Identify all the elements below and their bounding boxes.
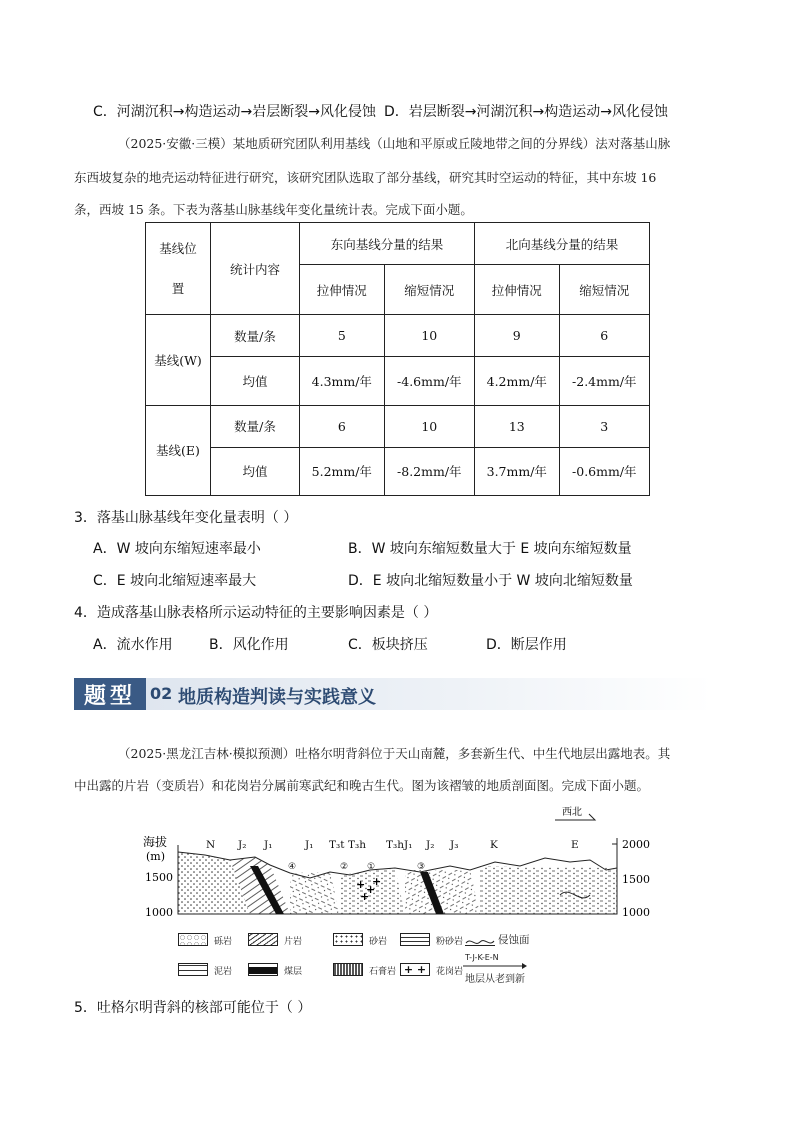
zone-label: ② [340, 862, 349, 872]
legend-label: 砂岩 [369, 937, 388, 947]
y-unit: (m) [146, 850, 166, 863]
legend-swatch-coal [248, 963, 278, 976]
context-line: 东西坡复杂的地壳运动特征进行研究，该研究团队选取了部分基线，研究其时空运动的特征，其中东坡 16 [74, 170, 657, 185]
strata-label: T₃h [386, 839, 404, 851]
question-5: 5．吐格尔明背斜的核部可能位于（ ） [74, 1000, 312, 1016]
legend-swatch-sandstone [333, 933, 363, 946]
strata-label: N [206, 839, 216, 851]
legend-label: 花岗岩 [436, 967, 464, 977]
legend-swatch-gypsum [333, 963, 363, 976]
table-cell: -4.6mm/年 [384, 357, 474, 405]
table-cell: 3.7mm/年 [474, 447, 559, 495]
legend-label: 粉砂岩 [436, 937, 464, 947]
row-item: 均值 [211, 447, 300, 495]
sequence-note: 地层从老到新 [465, 974, 525, 985]
svg-text:+: + [366, 883, 376, 896]
option-d: D．岩层断裂→河湖沉积→构造运动→风化侵蚀 [384, 104, 668, 120]
strata-label: E [571, 839, 579, 851]
option-c: C．E 坡向北缩短速率最大 [93, 573, 257, 589]
legend-swatch-mudstone [178, 963, 208, 976]
zone-label: ① [367, 862, 376, 872]
legend-label: 侵蚀面 [498, 934, 530, 946]
header-north: 北向基线分量的结果 [474, 223, 649, 265]
sequence-label: T-J-K-E-N [465, 953, 499, 962]
strata-k-e [480, 866, 617, 914]
table-cell: 10 [384, 315, 474, 357]
legend-swatch-erosion [465, 933, 495, 946]
arrow-right-icon [462, 962, 528, 970]
context-line: （2025·黑龙江吉林·模拟预测）吐格尔明背斜位于天山南麓，多套新生代、中生代地层出露地表。其 [118, 746, 671, 761]
tick-label: 1000 [145, 906, 173, 919]
header-content: 统计内容 [211, 223, 300, 315]
tick-label: 2000 [622, 838, 650, 851]
strata-label: K [490, 839, 498, 851]
section-number: 02 [150, 684, 173, 703]
legend-swatch-gravel [178, 933, 208, 946]
option-d: D．E 坡向北缩短数量小于 W 坡向北缩短数量 [348, 573, 633, 589]
table-cell: 3 [559, 405, 649, 447]
header-shrink: 缩短情况 [559, 265, 649, 315]
table-cell: 6 [300, 405, 385, 447]
legend-swatch-granite: + + [400, 963, 430, 976]
table-cell: -0.6mm/年 [559, 447, 649, 495]
table-cell: 10 [384, 405, 474, 447]
context-line: 中出露的片岩（变质岩）和花岗岩分属前寒武纪和晚古生代。图为该褶皱的地质剖面图。完成下面小题。 [74, 778, 650, 793]
option-a: A．W 坡向东缩短速率最小 [93, 541, 261, 557]
option-a: A．流水作用 [93, 637, 173, 653]
table-cell: -8.2mm/年 [384, 447, 474, 495]
strata-label: J₂ [426, 839, 435, 851]
option-c: C．板块挤压 [348, 637, 428, 653]
direction-label: 西北 [562, 807, 582, 818]
table-cell: 6 [559, 315, 649, 357]
strata-label: J₁ [404, 839, 413, 851]
strata-j1-east [405, 870, 480, 914]
zone-label: ③ [417, 862, 426, 872]
strata-label: J₂ [238, 839, 247, 851]
header-stretch: 拉伸情况 [474, 265, 559, 315]
option-b: B．风化作用 [209, 637, 289, 653]
erosion-icon [465, 935, 495, 948]
context-line: 条，西坡 15 条。下表为落基山脉基线年变化量统计表。完成下面小题。 [74, 202, 473, 217]
table-cell: 4.2mm/年 [474, 357, 559, 405]
table-cell: 5 [300, 315, 385, 357]
header-position: 基线位 置 [146, 223, 211, 315]
header-stretch: 拉伸情况 [300, 265, 385, 315]
strata-label: T₃h [348, 839, 366, 851]
table-cell: 9 [474, 315, 559, 357]
context-line: （2025·安徽·三模）某地质研究团队利用基线（山地和平原或丘陵地带之间的分界线）法对落基山脉 [118, 136, 671, 151]
header-shrink: 缩短情况 [384, 265, 474, 315]
table-cell: 13 [474, 405, 559, 447]
legend-swatch-siltstone [400, 933, 430, 946]
tick-label: 1500 [145, 871, 173, 884]
tick-label: 1500 [622, 873, 650, 886]
legend-label: 片岩 [284, 937, 303, 947]
section-title: 地质构造判读与实践意义 [178, 687, 376, 708]
table-cell: -2.4mm/年 [559, 357, 649, 405]
group-w: 基线(W) [146, 315, 211, 405]
legend-label: 煤层 [284, 967, 303, 977]
tick-label: 1000 [622, 906, 650, 919]
legend-label: 泥岩 [214, 967, 233, 977]
group-e: 基线(E) [146, 405, 211, 495]
question-4: 4．造成落基山脉表格所示运动特征的主要影响因素是（ ） [74, 605, 438, 621]
legend-label: 砾岩 [214, 937, 233, 947]
option-b: B．W 坡向东缩短数量大于 E 坡向东缩短数量 [348, 541, 632, 557]
row-item: 数量/条 [211, 315, 300, 357]
strata-label: T₃t [329, 839, 345, 851]
svg-text:+: + [360, 890, 370, 903]
question-3: 3．落基山脉基线年变化量表明（ ） [74, 510, 298, 526]
row-item: 均值 [211, 357, 300, 405]
table-cell: 5.2mm/年 [300, 447, 385, 495]
zone-label: ④ [288, 862, 297, 872]
strata-label: J₁ [264, 839, 273, 851]
y-title: 海拔 [143, 835, 168, 849]
header-east: 东向基线分量的结果 [300, 223, 475, 265]
svg-text:+: + [356, 878, 366, 891]
strata-label: J₃ [450, 839, 459, 851]
table-cell: 4.3mm/年 [300, 357, 385, 405]
strata-label: J₁ [305, 839, 314, 851]
svg-text:+: + [372, 875, 382, 888]
direction-indicator [555, 806, 595, 820]
option-d: D．断层作用 [486, 637, 567, 653]
option-c: C．河湖沉积→构造运动→岩层断裂→风化侵蚀 [93, 104, 376, 120]
section-badge: 题型 [74, 678, 146, 710]
legend-label: 石膏岩 [369, 967, 397, 977]
legend-swatch-schist [248, 933, 278, 946]
row-item: 数量/条 [211, 405, 300, 447]
